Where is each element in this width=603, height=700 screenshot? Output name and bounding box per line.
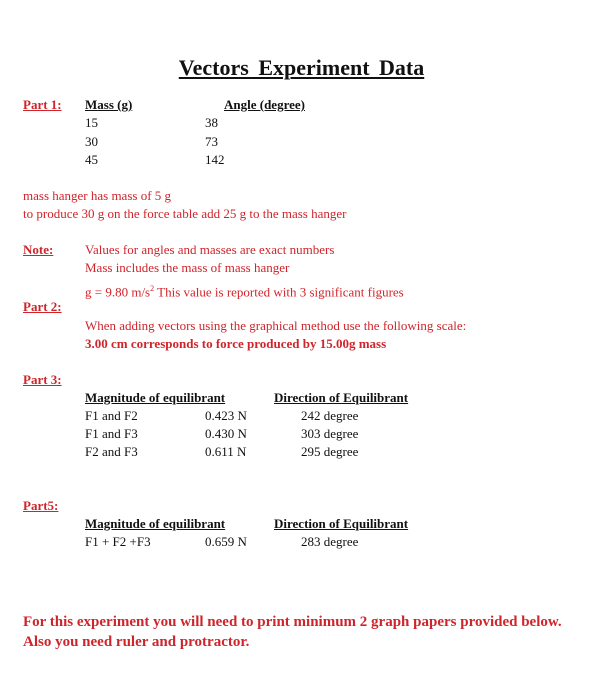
gravity-remark: This value is reported with 3 significant figures: [154, 284, 404, 300]
magnitude-value: 0.611 N: [205, 444, 247, 459]
note-line-2: Mass includes the mass of mass hanger: [85, 260, 290, 275]
scale-instruction: When adding vectors using the graphical method use the following scale:: [85, 318, 467, 333]
hanger-mass-text: mass hanger has mass of 5 g: [23, 188, 172, 203]
direction-value: 283 degree: [301, 534, 359, 549]
mass-value: 15: [85, 115, 98, 130]
mass-value: 30: [85, 134, 98, 149]
gravity-exponent: 2: [150, 284, 155, 293]
force-pair: F2 and F3: [85, 444, 138, 459]
magnitude-value: 0.430 N: [205, 426, 247, 441]
note-line-1: Values for angles and masses are exact numbers: [85, 242, 335, 257]
force-sum: F1 + F2 +F3: [85, 534, 151, 549]
part5-label: Part5:: [23, 498, 59, 513]
angle-value: 73: [205, 134, 218, 149]
gravity-note: [85, 281, 404, 300]
angle-value: 142: [205, 152, 225, 167]
scale-value: 3.00 cm corresponds to force produced by 15.00g mass: [85, 336, 387, 351]
magnitude-value: 0.423 N: [205, 408, 247, 423]
part1-label: Part 1:: [23, 97, 62, 112]
angle-value: 38: [205, 115, 218, 130]
mass-header: Mass (g): [85, 97, 133, 112]
magnitude-header: Magnitude of equilibrant: [85, 390, 226, 405]
page-title: Vectors Experiment Data: [178, 55, 425, 80]
direction-header: Direction of Equilibrant: [274, 516, 409, 531]
part3-label: Part 3:: [23, 372, 62, 387]
hanger-add-text: to produce 30 g on the force table add 25 g to the mass hanger: [23, 206, 347, 221]
angle-header: Angle (degree): [224, 97, 305, 112]
equipment-note: For this experiment you will need to print minimum 2 graph papers provided below. Also you need ruler and protractor.: [23, 614, 562, 650]
force-pair: F1 and F2: [85, 408, 138, 423]
magnitude-header: Magnitude of equilibrant: [85, 516, 226, 531]
note-label: Note:: [23, 242, 54, 257]
direction-value: 242 degree: [301, 408, 359, 423]
direction-value: 295 degree: [301, 444, 359, 459]
magnitude-value: 0.659 N: [205, 534, 247, 549]
part2-label: Part 2:: [23, 299, 62, 314]
gravity-value: g = 9.80 m/s: [85, 284, 151, 300]
direction-header: Direction of Equilibrant: [274, 390, 409, 405]
mass-value: 45: [85, 152, 98, 167]
force-pair: F1 and F3: [85, 426, 138, 441]
direction-value: 303 degree: [301, 426, 359, 441]
